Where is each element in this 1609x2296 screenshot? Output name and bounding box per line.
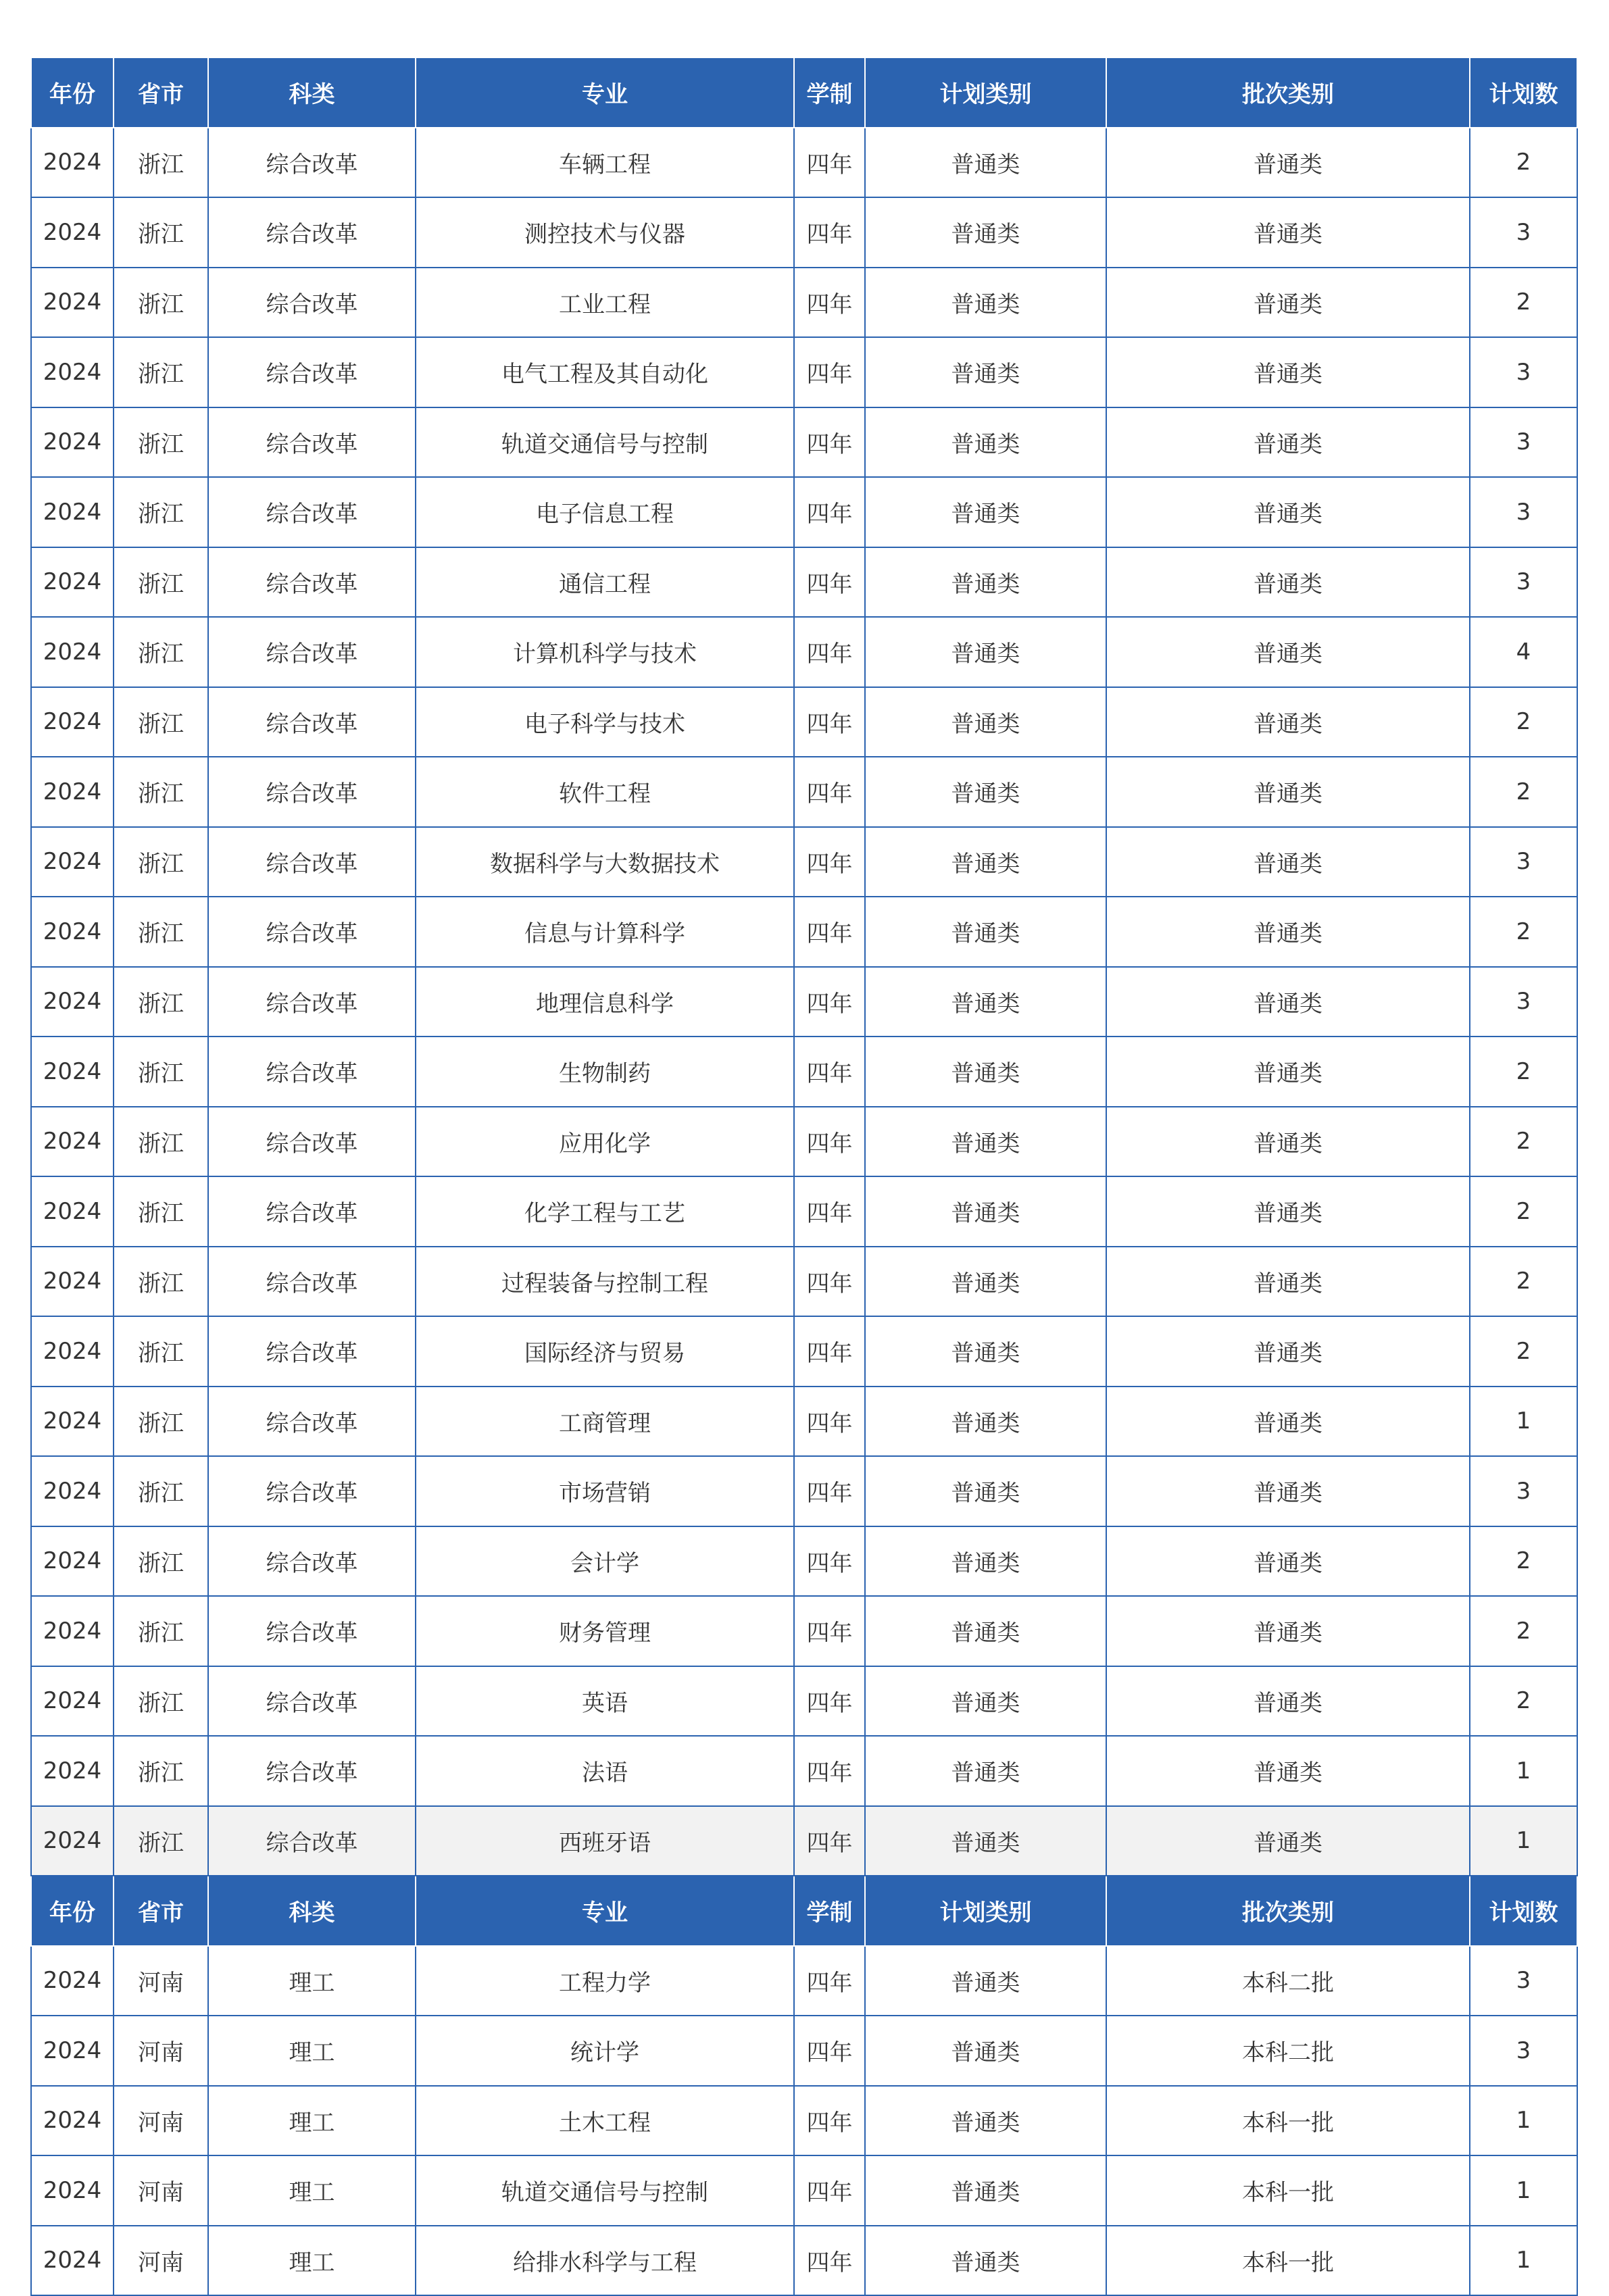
cell-plan-count: 2 (1470, 1316, 1577, 1387)
table-row (31, 407, 1577, 478)
column-header-plan-count: 计划数 (1470, 1876, 1577, 1946)
cell-duration: 四年 (794, 2016, 865, 2086)
cell-batch-type: 普通类 (1106, 757, 1470, 827)
cell-category: 综合改革 (208, 617, 416, 687)
cell-category: 理工 (208, 2226, 416, 2296)
cell-category: 综合改革 (208, 268, 416, 338)
column-header-year: 年份 (31, 57, 114, 128)
cell-province: 浙江 (114, 687, 208, 757)
cell-major: 电子信息工程 (416, 477, 794, 547)
cell-plan-count: 1 (1470, 1806, 1577, 1876)
cell-plan-count: 3 (1470, 1456, 1577, 1526)
cell-plan-count: 1 (1470, 2226, 1577, 2296)
table-row (31, 1176, 1577, 1247)
cell-category: 综合改革 (208, 897, 416, 967)
cell-plan-count: 2 (1470, 1176, 1577, 1247)
cell-plan-count: 2 (1470, 757, 1577, 827)
cell-duration: 四年 (794, 1387, 865, 1457)
cell-duration: 四年 (794, 1037, 865, 1107)
cell-plan-count: 3 (1470, 337, 1577, 407)
cell-major: 市场营销 (416, 1456, 794, 1526)
cell-year: 2024 (31, 1666, 114, 1737)
cell-province: 浙江 (114, 197, 208, 268)
cell-year: 2024 (31, 268, 114, 338)
table-row (31, 197, 1577, 268)
cell-major: 计算机科学与技术 (416, 617, 794, 687)
cell-major: 信息与计算科学 (416, 897, 794, 967)
cell-batch-type: 普通类 (1106, 827, 1470, 897)
cell-year: 2024 (31, 128, 114, 198)
cell-plan-type: 普通类 (865, 128, 1106, 198)
cell-major: 化学工程与工艺 (416, 1176, 794, 1247)
cell-province: 浙江 (114, 407, 208, 478)
cell-province: 河南 (114, 2155, 208, 2226)
cell-batch-type: 本科二批 (1106, 2016, 1470, 2086)
cell-province: 浙江 (114, 1736, 208, 1806)
cell-year: 2024 (31, 2016, 114, 2086)
cell-major: 法语 (416, 1736, 794, 1806)
cell-major: 生物制药 (416, 1037, 794, 1107)
cell-category: 理工 (208, 2086, 416, 2156)
cell-year: 2024 (31, 337, 114, 407)
cell-year: 2024 (31, 1176, 114, 1247)
cell-category: 综合改革 (208, 1176, 416, 1247)
cell-major: 软件工程 (416, 757, 794, 827)
cell-category: 综合改革 (208, 1247, 416, 1317)
cell-province: 浙江 (114, 1666, 208, 1737)
table-row (31, 2155, 1577, 2226)
cell-batch-type: 普通类 (1106, 1037, 1470, 1107)
cell-category: 综合改革 (208, 1456, 416, 1526)
column-header-plan-count: 计划数 (1470, 57, 1577, 128)
cell-plan-count: 3 (1470, 477, 1577, 547)
cell-major: 国际经济与贸易 (416, 1316, 794, 1387)
cell-plan-type: 普通类 (865, 967, 1106, 1037)
column-header-duration: 学制 (794, 1876, 865, 1946)
cell-plan-type: 普通类 (865, 2016, 1106, 2086)
cell-province: 河南 (114, 2016, 208, 2086)
cell-batch-type: 普通类 (1106, 128, 1470, 198)
cell-major: 数据科学与大数据技术 (416, 827, 794, 897)
cell-plan-type: 普通类 (865, 547, 1106, 618)
cell-year: 2024 (31, 477, 114, 547)
cell-year: 2024 (31, 407, 114, 478)
cell-batch-type: 普通类 (1106, 1387, 1470, 1457)
cell-category: 综合改革 (208, 128, 416, 198)
cell-major: 会计学 (416, 1526, 794, 1597)
cell-batch-type: 本科二批 (1106, 1946, 1470, 2016)
table-row (31, 1456, 1577, 1526)
cell-major: 车辆工程 (416, 128, 794, 198)
cell-year: 2024 (31, 1316, 114, 1387)
cell-plan-count: 3 (1470, 547, 1577, 618)
cell-plan-count: 2 (1470, 687, 1577, 757)
cell-plan-type: 普通类 (865, 1946, 1106, 2016)
cell-batch-type: 普通类 (1106, 1526, 1470, 1597)
cell-year: 2024 (31, 2086, 114, 2156)
cell-plan-type: 普通类 (865, 617, 1106, 687)
cell-batch-type: 普通类 (1106, 1736, 1470, 1806)
table-row (31, 128, 1577, 198)
table-row (31, 1387, 1577, 1457)
cell-category: 综合改革 (208, 477, 416, 547)
cell-batch-type: 普通类 (1106, 1666, 1470, 1737)
table-row (31, 1037, 1577, 1107)
cell-plan-type: 普通类 (865, 268, 1106, 338)
column-header-duration: 学制 (794, 57, 865, 128)
cell-province: 浙江 (114, 1247, 208, 1317)
table-row (31, 547, 1577, 618)
table-row (31, 1526, 1577, 1597)
cell-plan-count: 2 (1470, 1247, 1577, 1317)
table-row (31, 687, 1577, 757)
cell-year: 2024 (31, 967, 114, 1037)
column-header-batch-type: 批次类别 (1106, 57, 1470, 128)
table-body (31, 57, 1577, 2295)
cell-duration: 四年 (794, 128, 865, 198)
table-row (31, 1107, 1577, 1177)
cell-year: 2024 (31, 1037, 114, 1107)
cell-category: 综合改革 (208, 1666, 416, 1737)
cell-duration: 四年 (794, 2155, 865, 2226)
cell-plan-type: 普通类 (865, 757, 1106, 827)
cell-province: 浙江 (114, 1107, 208, 1177)
cell-province: 浙江 (114, 1596, 208, 1666)
cell-plan-type: 普通类 (865, 897, 1106, 967)
cell-category: 综合改革 (208, 687, 416, 757)
cell-duration: 四年 (794, 1176, 865, 1247)
table-row (31, 1666, 1577, 1737)
cell-major: 应用化学 (416, 1107, 794, 1177)
column-header-year: 年份 (31, 1876, 114, 1946)
table-row (31, 1806, 1577, 1876)
cell-plan-count: 2 (1470, 1037, 1577, 1107)
cell-duration: 四年 (794, 477, 865, 547)
cell-category: 综合改革 (208, 1387, 416, 1457)
cell-province: 浙江 (114, 547, 208, 618)
table-row (31, 1736, 1577, 1806)
cell-province: 浙江 (114, 1316, 208, 1387)
cell-batch-type: 本科一批 (1106, 2226, 1470, 2296)
cell-plan-type: 普通类 (865, 337, 1106, 407)
cell-major: 给排水科学与工程 (416, 2226, 794, 2296)
cell-plan-type: 普通类 (865, 477, 1106, 547)
cell-province: 浙江 (114, 1806, 208, 1876)
cell-category: 理工 (208, 1946, 416, 2016)
cell-major: 财务管理 (416, 1596, 794, 1666)
column-header-batch-type: 批次类别 (1106, 1876, 1470, 1946)
cell-plan-type: 普通类 (865, 1247, 1106, 1317)
cell-plan-count: 2 (1470, 1107, 1577, 1177)
cell-province: 浙江 (114, 1456, 208, 1526)
column-header-province: 省市 (114, 1876, 208, 1946)
cell-duration: 四年 (794, 1806, 865, 1876)
cell-plan-type: 普通类 (865, 197, 1106, 268)
enrollment-plan-table (30, 57, 1578, 2296)
cell-category: 综合改革 (208, 1526, 416, 1597)
cell-batch-type: 普通类 (1106, 1107, 1470, 1177)
cell-batch-type: 普通类 (1106, 687, 1470, 757)
cell-major: 测控技术与仪器 (416, 197, 794, 268)
cell-plan-count: 2 (1470, 268, 1577, 338)
cell-province: 浙江 (114, 1387, 208, 1457)
cell-year: 2024 (31, 2155, 114, 2226)
cell-plan-type: 普通类 (865, 827, 1106, 897)
cell-province: 浙江 (114, 1037, 208, 1107)
header-row (31, 57, 1577, 128)
cell-year: 2024 (31, 1456, 114, 1526)
cell-batch-type: 普通类 (1106, 407, 1470, 478)
cell-province: 河南 (114, 2086, 208, 2156)
cell-major: 通信工程 (416, 547, 794, 618)
header-row (31, 1876, 1577, 1946)
table-row (31, 2226, 1577, 2296)
cell-plan-type: 普通类 (865, 1387, 1106, 1457)
cell-plan-type: 普通类 (865, 1806, 1106, 1876)
cell-year: 2024 (31, 1806, 114, 1876)
column-header-major: 专业 (416, 1876, 794, 1946)
cell-batch-type: 普通类 (1106, 268, 1470, 338)
cell-province: 河南 (114, 2226, 208, 2296)
cell-plan-count: 1 (1470, 2155, 1577, 2226)
cell-major: 轨道交通信号与控制 (416, 407, 794, 478)
cell-plan-type: 普通类 (865, 1316, 1106, 1387)
table-row (31, 2016, 1577, 2086)
cell-plan-type: 普通类 (865, 1596, 1106, 1666)
table-row (31, 337, 1577, 407)
cell-year: 2024 (31, 547, 114, 618)
cell-year: 2024 (31, 827, 114, 897)
cell-year: 2024 (31, 1387, 114, 1457)
table-row (31, 617, 1577, 687)
cell-year: 2024 (31, 687, 114, 757)
cell-year: 2024 (31, 757, 114, 827)
cell-plan-count: 1 (1470, 1736, 1577, 1806)
cell-duration: 四年 (794, 1456, 865, 1526)
cell-major: 英语 (416, 1666, 794, 1737)
cell-category: 综合改革 (208, 1316, 416, 1387)
cell-plan-type: 普通类 (865, 2226, 1106, 2296)
cell-batch-type: 普通类 (1106, 477, 1470, 547)
cell-plan-count: 2 (1470, 1666, 1577, 1737)
cell-major: 土木工程 (416, 2086, 794, 2156)
cell-duration: 四年 (794, 1946, 865, 2016)
cell-major: 轨道交通信号与控制 (416, 2155, 794, 2226)
enrollment-plan-page (30, 57, 1577, 2296)
cell-year: 2024 (31, 1107, 114, 1177)
table-row (31, 1596, 1577, 1666)
cell-year: 2024 (31, 1736, 114, 1806)
cell-category: 综合改革 (208, 337, 416, 407)
cell-duration: 四年 (794, 897, 865, 967)
cell-major: 电气工程及其自动化 (416, 337, 794, 407)
cell-year: 2024 (31, 1596, 114, 1666)
cell-province: 浙江 (114, 617, 208, 687)
cell-batch-type: 普通类 (1106, 197, 1470, 268)
cell-category: 理工 (208, 2016, 416, 2086)
cell-category: 理工 (208, 2155, 416, 2226)
table-row (31, 2086, 1577, 2156)
cell-province: 浙江 (114, 757, 208, 827)
cell-duration: 四年 (794, 337, 865, 407)
cell-province: 河南 (114, 1946, 208, 2016)
cell-category: 综合改革 (208, 407, 416, 478)
cell-plan-count: 4 (1470, 617, 1577, 687)
cell-plan-count: 1 (1470, 2086, 1577, 2156)
cell-plan-type: 普通类 (865, 1176, 1106, 1247)
cell-plan-type: 普通类 (865, 2086, 1106, 2156)
cell-plan-count: 2 (1470, 128, 1577, 198)
column-header-plan-type: 计划类别 (865, 1876, 1106, 1946)
cell-category: 综合改革 (208, 1596, 416, 1666)
column-header-category: 科类 (208, 1876, 416, 1946)
table-row (31, 827, 1577, 897)
cell-plan-count: 1 (1470, 1387, 1577, 1457)
table-row (31, 967, 1577, 1037)
cell-plan-count: 2 (1470, 1526, 1577, 1597)
cell-plan-count: 3 (1470, 1946, 1577, 2016)
cell-plan-count: 3 (1470, 197, 1577, 268)
cell-plan-type: 普通类 (865, 1666, 1106, 1737)
cell-plan-type: 普通类 (865, 407, 1106, 478)
cell-province: 浙江 (114, 337, 208, 407)
cell-batch-type: 普通类 (1106, 1806, 1470, 1876)
cell-batch-type: 普通类 (1106, 967, 1470, 1037)
cell-plan-count: 3 (1470, 827, 1577, 897)
table-row (31, 897, 1577, 967)
cell-duration: 四年 (794, 1736, 865, 1806)
cell-batch-type: 普通类 (1106, 897, 1470, 967)
cell-category: 综合改革 (208, 1806, 416, 1876)
cell-province: 浙江 (114, 967, 208, 1037)
cell-year: 2024 (31, 617, 114, 687)
column-header-major: 专业 (416, 57, 794, 128)
cell-duration: 四年 (794, 547, 865, 618)
cell-province: 浙江 (114, 268, 208, 338)
cell-province: 浙江 (114, 477, 208, 547)
cell-batch-type: 普通类 (1106, 547, 1470, 618)
cell-duration: 四年 (794, 1666, 865, 1737)
cell-category: 综合改革 (208, 547, 416, 618)
column-header-plan-type: 计划类别 (865, 57, 1106, 128)
cell-year: 2024 (31, 1247, 114, 1317)
cell-major: 工程力学 (416, 1946, 794, 2016)
cell-plan-count: 2 (1470, 1596, 1577, 1666)
cell-duration: 四年 (794, 2086, 865, 2156)
cell-plan-type: 普通类 (865, 2155, 1106, 2226)
cell-major: 工业工程 (416, 268, 794, 338)
cell-duration: 四年 (794, 197, 865, 268)
table-row (31, 1247, 1577, 1317)
cell-year: 2024 (31, 2226, 114, 2296)
cell-plan-type: 普通类 (865, 1736, 1106, 1806)
cell-batch-type: 普通类 (1106, 1316, 1470, 1387)
cell-major: 地理信息科学 (416, 967, 794, 1037)
cell-duration: 四年 (794, 687, 865, 757)
cell-plan-type: 普通类 (865, 1107, 1106, 1177)
cell-major: 统计学 (416, 2016, 794, 2086)
cell-batch-type: 普通类 (1106, 1596, 1470, 1666)
cell-batch-type: 本科一批 (1106, 2086, 1470, 2156)
table-row (31, 268, 1577, 338)
cell-duration: 四年 (794, 827, 865, 897)
cell-duration: 四年 (794, 1316, 865, 1387)
cell-duration: 四年 (794, 1526, 865, 1597)
cell-province: 浙江 (114, 128, 208, 198)
cell-batch-type: 普通类 (1106, 1456, 1470, 1526)
cell-batch-type: 普通类 (1106, 1176, 1470, 1247)
cell-province: 浙江 (114, 897, 208, 967)
cell-major: 西班牙语 (416, 1806, 794, 1876)
cell-plan-type: 普通类 (865, 1456, 1106, 1526)
cell-year: 2024 (31, 897, 114, 967)
cell-province: 浙江 (114, 1526, 208, 1597)
cell-major: 过程装备与控制工程 (416, 1247, 794, 1317)
cell-year: 2024 (31, 1946, 114, 2016)
cell-batch-type: 本科一批 (1106, 2155, 1470, 2226)
cell-duration: 四年 (794, 1596, 865, 1666)
table-row (31, 1316, 1577, 1387)
cell-category: 综合改革 (208, 197, 416, 268)
cell-plan-type: 普通类 (865, 1037, 1106, 1107)
table-row (31, 757, 1577, 827)
cell-plan-type: 普通类 (865, 1526, 1106, 1597)
cell-duration: 四年 (794, 268, 865, 338)
cell-category: 综合改革 (208, 757, 416, 827)
cell-province: 浙江 (114, 1176, 208, 1247)
cell-category: 综合改革 (208, 1107, 416, 1177)
cell-plan-count: 3 (1470, 407, 1577, 478)
cell-major: 电子科学与技术 (416, 687, 794, 757)
column-header-province: 省市 (114, 57, 208, 128)
cell-year: 2024 (31, 1526, 114, 1597)
cell-duration: 四年 (794, 1247, 865, 1317)
cell-duration: 四年 (794, 2226, 865, 2296)
cell-batch-type: 普通类 (1106, 1247, 1470, 1317)
cell-category: 综合改革 (208, 967, 416, 1037)
cell-year: 2024 (31, 197, 114, 268)
cell-duration: 四年 (794, 757, 865, 827)
cell-batch-type: 普通类 (1106, 617, 1470, 687)
cell-plan-type: 普通类 (865, 687, 1106, 757)
cell-category: 综合改革 (208, 1736, 416, 1806)
cell-category: 综合改革 (208, 1037, 416, 1107)
cell-duration: 四年 (794, 407, 865, 478)
column-header-category: 科类 (208, 57, 416, 128)
cell-category: 综合改革 (208, 827, 416, 897)
cell-duration: 四年 (794, 967, 865, 1037)
cell-batch-type: 普通类 (1106, 337, 1470, 407)
table-row (31, 477, 1577, 547)
cell-plan-count: 3 (1470, 2016, 1577, 2086)
table-row (31, 1946, 1577, 2016)
cell-plan-count: 2 (1470, 897, 1577, 967)
cell-major: 工商管理 (416, 1387, 794, 1457)
cell-duration: 四年 (794, 1107, 865, 1177)
cell-plan-count: 3 (1470, 967, 1577, 1037)
cell-duration: 四年 (794, 617, 865, 687)
cell-province: 浙江 (114, 827, 208, 897)
